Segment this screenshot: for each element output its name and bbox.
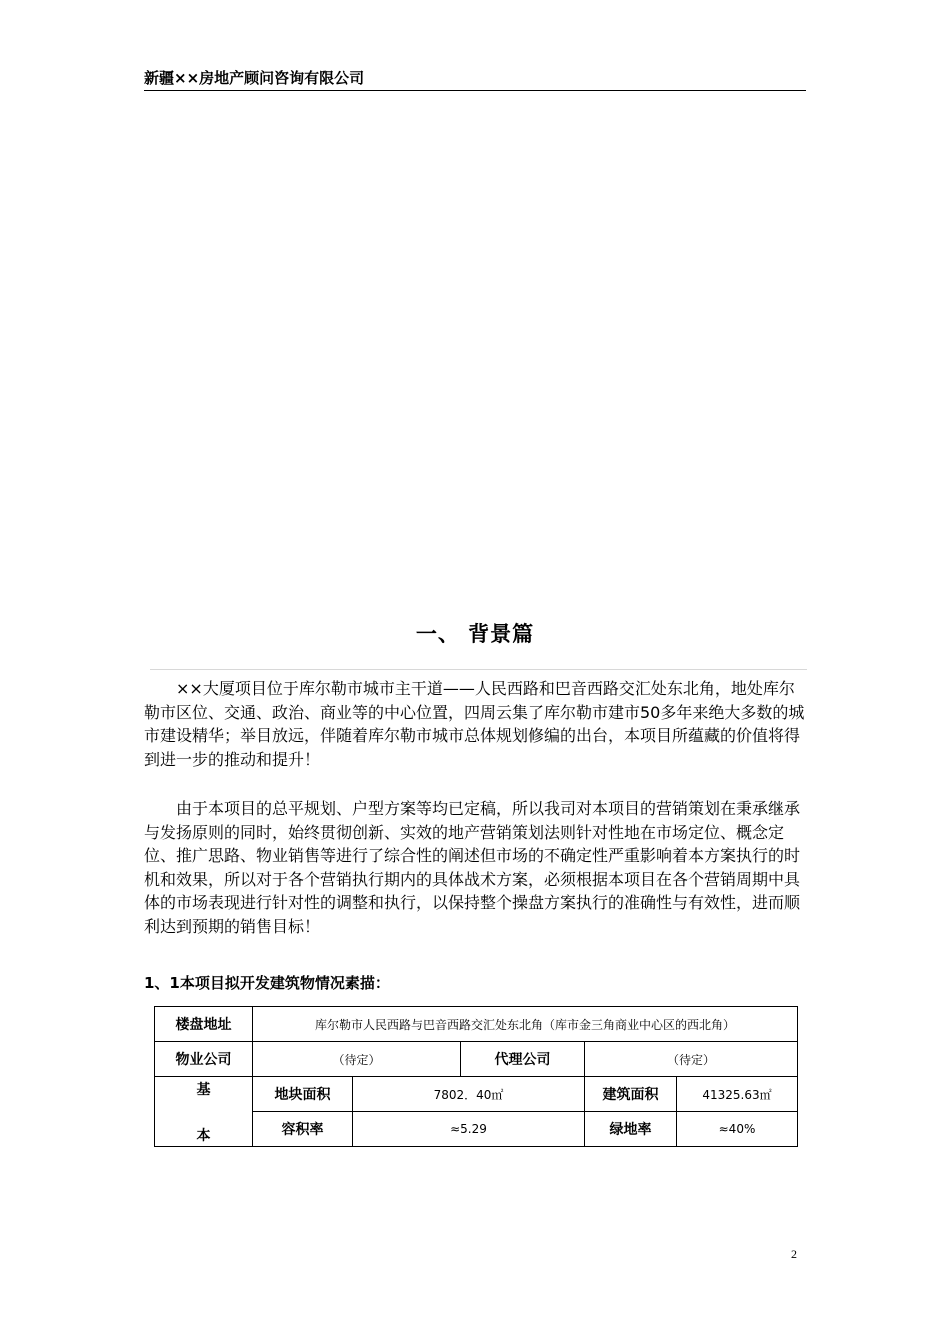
project-info-table [154,1006,798,1147]
table-row [155,1042,798,1077]
building-area-label: 建筑面积 [585,1077,677,1112]
far-label: 容积率 [253,1112,353,1147]
agent-label: 代理公司 [461,1042,585,1077]
address-value: 库尔勒市人民西路与巴音西路交汇处东北角（库市金三角商业中心区的西北角） [253,1007,798,1042]
basic-char-2: 本 [196,1127,211,1144]
paragraph-strategy: 由于本项目的总平规划、户型方案等均已定稿，所以我司对本项目的营销策划在秉承继承与发扬原则的同时，始终贯彻创新、实效的地产营销策划法则针对性地在市场定位、概念定位、推广思路、物业销售等进行了综合性的阐述但市场的不确定性严重影响着本方案执行的时机和效果，所以对于各个营销执行期内的具体战术方案，必须根据本项目在各个营销周期中具体的市场表现进行针对性的调整和执行，以保持整个操盘方案执行的准确性与有效性，进而顺利达到预期的销售目标！ [144,799,801,936]
address-label: 楼盘地址 [155,1007,253,1042]
basic-info-label [155,1077,253,1147]
table-row [155,1077,798,1112]
table-row [155,1007,798,1042]
agent-value: （待定） [585,1042,798,1077]
company-name: 新疆××房地产顾问咨询有限公司 [144,69,365,87]
green-label: 绿地率 [585,1112,677,1147]
land-area-value: 7802．40㎡ [353,1077,585,1112]
section-title: 一、 背景篇 [415,622,535,646]
far-value: ≈5.29 [353,1112,585,1147]
running-header [144,68,806,91]
page-number: 2 [791,1247,797,1261]
building-area-value: 41325.63㎡ [677,1077,798,1112]
green-value: ≈40% [677,1112,798,1147]
subsection-heading: 1、1本项目拟开发建筑物情况素描： [144,974,390,992]
land-area-label: 地块面积 [253,1077,353,1112]
property-value: （待定） [253,1042,461,1077]
divider [150,669,807,670]
paragraph-intro: ××大厦项目位于库尔勒市城市主干道——人民西路和巴音西路交汇处东北角，地处库尔勒市区位、交通、政治、商业等的中心位置，四周云集了库尔勒市建市50多年来绝大多数的城市建设精华；举目放远，伴随着库尔勒市城市总体规划修编的出台，本项目所蕴藏的价值将得到进一步的推动和提升！ [144,679,805,769]
property-label: 物业公司 [155,1042,253,1077]
basic-char-1: 基 [196,1081,211,1098]
